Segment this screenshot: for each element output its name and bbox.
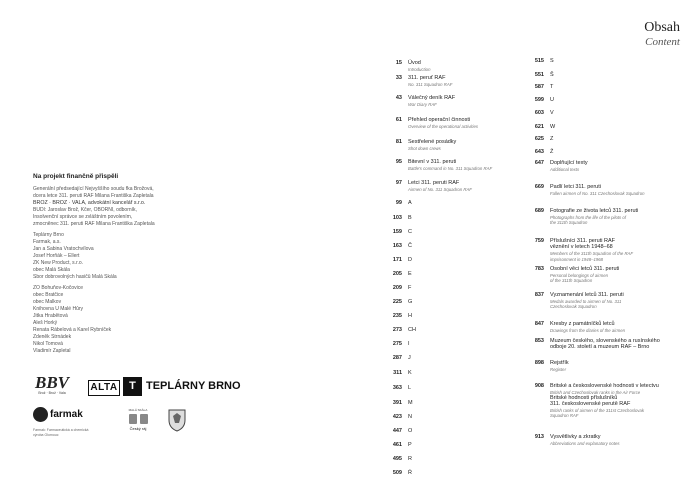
toc-column-left (372, 60, 522, 480)
toc-title: Vyznamenání letců 311. peruti (550, 292, 624, 298)
toc-title-line4: 311. československé perutě RAF (550, 401, 631, 407)
sponsor-line: Jitka Hrabětová (33, 313, 68, 319)
toc-subtitle: Czechoslovak Squadron (550, 304, 597, 309)
toc-page-number: 15 (395, 60, 402, 66)
toc-subtitle: War Diary RAF (408, 101, 437, 107)
sponsors-heading: Na projekt finančně přispěli (33, 173, 119, 180)
toc-page-number: 625 (534, 136, 544, 142)
toc-title: K (408, 370, 412, 376)
toc-title: Sestřelené posádky (408, 139, 457, 145)
toc-page-number: 551 (534, 72, 544, 78)
toc-column-right (514, 60, 674, 480)
toc-title: Doplňující texty (550, 160, 588, 166)
toc-subtitle: Battle's command in No. 311 Squadron RAF (408, 165, 493, 171)
toc-title: A (408, 200, 412, 206)
toc-title: G (408, 299, 413, 305)
toc-page-number: 391 (392, 400, 402, 406)
toc-title: J (408, 355, 411, 361)
sponsor-line: Insolvenční správce se zvláštním povolením, (33, 214, 133, 220)
toc-title: Kresby z památníčků letců (550, 321, 615, 327)
toc-title: Bitevní v 311. peruti (408, 159, 457, 165)
flag-icon (140, 414, 148, 424)
toc-subtitle: Airmen of No. 311 Squadron RAF (408, 186, 472, 192)
toc-page-number: 275 (392, 341, 402, 347)
teplarny-brno-logo (123, 376, 241, 396)
bbv-logo (33, 374, 71, 400)
sponsor-line: Zdeněk Strnádek (33, 334, 72, 340)
toc-page-number: 273 (392, 327, 402, 333)
sponsor-line: Teplárny Brno (33, 232, 64, 238)
toc-title: Fotografie ze života letců 311. peruti (550, 208, 639, 214)
toc-page-number: 599 (534, 97, 544, 103)
toc-title: B (408, 215, 412, 221)
toc-subtitle: Personal belongings of airmen (550, 272, 609, 278)
toc-page-number: 647 (534, 160, 544, 166)
contents-title (644, 20, 680, 49)
sponsor-line: Aleš Horký (33, 320, 58, 326)
toc-subtitle: Additional texts (550, 166, 580, 172)
toc-subtitle: the 311th Squadron (550, 220, 588, 225)
sponsor-line: ZK New Product, s.r.o. (33, 260, 84, 266)
sponsor-line: BROŽ · BROŽ · VALA, advokátní kancelář s.r.o. (33, 200, 146, 206)
sponsor-line: Generální předsedající Nejvyššího soudu fka Brožová, (33, 186, 154, 192)
toc-page-number: 515 (534, 58, 544, 64)
toc-page-number: 225 (392, 299, 402, 305)
sponsor-line: Knihovna U Malé Hůry (33, 306, 84, 312)
toc-page-number: 837 (534, 292, 544, 298)
mala-skala-flags (123, 414, 153, 424)
farmak-logo-text: farmak (50, 409, 83, 420)
toc-page-number: 603 (534, 110, 544, 116)
cesky-raj-label: Český ráj (129, 426, 147, 431)
toc-subtitle: British ranks of airmen of the 311st Czechoslovak (550, 407, 645, 413)
sponsor-logos (33, 372, 263, 462)
toc-title: M (408, 400, 413, 406)
toc-title: Š (550, 72, 554, 78)
sponsor-line: obec Bratčice (33, 292, 64, 298)
toc-title: O (408, 428, 413, 434)
toc-title: P (408, 442, 412, 448)
farmak-logo (33, 407, 83, 422)
toc-page-number: 163 (392, 243, 402, 249)
toc-page-number: 495 (392, 456, 402, 462)
toc-page-number: 643 (534, 149, 544, 155)
toc-title: Muzeum českého, slovenského a rusínského (550, 338, 660, 344)
toc-subtitle: Register (550, 366, 567, 372)
toc-page-number: 689 (534, 208, 544, 214)
toc-title: Rejstřík (550, 360, 569, 366)
toc-title: Z (550, 136, 554, 142)
teplarny-logo-text: TEPLÁRNY BRNO (146, 380, 241, 392)
toc-page-number: 209 (392, 285, 402, 291)
toc-title: V (550, 110, 554, 116)
toc-title: C (408, 229, 412, 235)
toc-page-number: 33 (395, 75, 402, 81)
toc-title: U (550, 97, 554, 103)
toc-title: Č (408, 243, 412, 249)
toc-title: T (550, 84, 554, 90)
sponsor-line: BUDI: Jaroslav Brož, Kčer, OBORNÍ, odborník, (33, 207, 137, 213)
toc-title: CH (408, 327, 416, 333)
toc-title-line2: odboje 20. století a muzeum RAF – Brno (550, 344, 650, 350)
bbv-logo-mark: BBV (34, 373, 70, 392)
toc-subtitle: Fallen airmen of No. 311 Czechoslovak Squadron (550, 190, 645, 196)
sponsor-line: Renata Rábelová a Karel Rybníček (33, 327, 112, 333)
flag-icon (129, 414, 137, 424)
toc-page-number: 235 (392, 313, 402, 319)
toc-title: Letci 311. peruti RAF (408, 180, 460, 186)
toc-subtitle: Abbreviations and explanatory notes (550, 440, 620, 446)
toc-title: Přehled operační činnosti (408, 117, 471, 123)
toc-page-number: 759 (534, 238, 544, 244)
toc-title: I (408, 341, 410, 347)
toc-title: Vysvětlivky a zkratky (550, 434, 601, 440)
title-cz: Obsah (644, 20, 680, 35)
toc-page-number: 898 (534, 360, 544, 366)
toc-page-number: 783 (534, 266, 544, 272)
toc-page-number: 159 (392, 229, 402, 235)
toc-subtitle: Overview of the operational activities (408, 123, 478, 129)
toc-title-line3: Britské hodnosti příslušníků (550, 395, 618, 401)
toc-page-number: 908 (534, 383, 544, 389)
mala-skala-logo (123, 408, 153, 431)
toc-title: R (408, 456, 412, 462)
mala-skala-label: MALÁ SKÁLA (128, 408, 148, 412)
toc-title: Britské a československé hodnosti v letectvu (550, 383, 659, 389)
sponsor-line: obec Malkov (33, 299, 62, 305)
alta-logo: ALTA (88, 380, 120, 396)
toc-page-number: 363 (392, 385, 402, 391)
toc-page-number: 99 (395, 200, 402, 206)
toc-title: Příslušníci 311. peruti RAF (550, 238, 616, 244)
sponsor-line: zmocněnec 311. peruti RAF Milana Františka Zapletala (33, 221, 155, 227)
toc-title: Osobní věci letců 311. peruti (550, 266, 620, 272)
toc-title: L (408, 385, 412, 391)
toc-title: N (408, 414, 412, 420)
toc-subtitle: Members of the 311th Squadron of the RAF (550, 251, 634, 256)
sponsor-line: obec Malá Skála (33, 267, 70, 273)
toc-title: W (550, 124, 556, 130)
toc-page-number: 447 (392, 428, 402, 434)
toc-title: Padlí letci 311. peruti (550, 184, 601, 190)
toc-page-number: 311 (393, 370, 402, 376)
farmak-subtitle: Farmak: Farmaceutická a chemická výroba Olomouc (33, 428, 89, 437)
sponsors-block (33, 173, 223, 355)
toc-title: S (550, 58, 554, 64)
crest-icon (167, 408, 187, 432)
toc-title: Ž (550, 149, 554, 155)
sponsor-line: ZO Bohuňov-Kočovice (33, 285, 84, 291)
toc-page-number: 509 (392, 470, 402, 476)
toc-subtitle: imprisonment in 1948–1968 (550, 256, 604, 262)
farmak-logo-icon (33, 407, 48, 422)
toc-page-number: 171 (392, 257, 402, 263)
toc-title: E (408, 271, 412, 277)
toc-subtitle: Squadron RAF (550, 413, 579, 418)
toc-title: 311. peruť RAF (408, 75, 446, 81)
toc-subtitle: Photographs from the life of the pilots of (550, 214, 626, 220)
toc-title-line2: věznění v letech 1948–68 (550, 244, 613, 250)
toc-subtitle: No. 311 Squadron RAF (408, 81, 453, 87)
toc-title: Válečný deník RAF (408, 95, 456, 101)
toc-page-number: 621 (534, 124, 544, 130)
toc-page-number: 61 (395, 117, 402, 123)
sponsor-line: Josef Horňák – Ellert (33, 253, 80, 259)
sponsor-line: Nikol Tomová (33, 341, 63, 347)
toc-subtitle: Medals awarded to airmen of No. 311 (550, 298, 622, 304)
toc-page-number: 847 (534, 321, 544, 327)
title-en: Content (645, 36, 680, 48)
toc-page-number: 95 (395, 159, 402, 165)
toc-page-number: 913 (534, 434, 544, 440)
toc-page-number: 43 (395, 95, 402, 101)
toc-subtitle: of the 311th Squadron (550, 278, 593, 283)
toc-subtitle: Introduction (408, 66, 431, 72)
toc-subtitle: British and Czechoslovak ranks in the Air Force (550, 389, 641, 395)
toc-title: Ř (408, 470, 412, 476)
sponsor-line: Farmak, a.s. (33, 239, 61, 245)
toc-subtitle: Shot down crews (408, 145, 441, 151)
sponsor-line: Jan a Sabina Vratochvílova (33, 246, 94, 252)
sponsor-line: Vladimír Zapletal (33, 348, 71, 354)
toc-title: D (408, 257, 412, 263)
toc-page-number: 205 (392, 271, 402, 277)
sponsor-line: Sbor dobrovolných hasičů Malá Skála (33, 274, 117, 280)
toc-page-number: 587 (534, 84, 544, 90)
toc-page-number: 853 (534, 338, 544, 344)
toc-page-number: 423 (392, 414, 402, 420)
toc-page-number: 669 (534, 184, 544, 190)
toc-page-number: 461 (392, 442, 402, 448)
teplarny-logo-mark: T (123, 377, 142, 396)
toc-page-number: 97 (395, 180, 402, 186)
bbv-logo-subtitle: Brož · Brož · Vala (38, 391, 66, 395)
toc-title: H (408, 313, 412, 319)
toc-title: Úvod (408, 60, 421, 66)
toc-page-number: 103 (392, 215, 402, 221)
toc-page-number: 287 (392, 355, 402, 361)
toc-title: F (408, 285, 412, 291)
toc-subtitle: Drawings from the diaries of the airmen (550, 327, 625, 333)
toc-page-number: 81 (395, 139, 402, 145)
sponsor-line: dcera letce 311. peruti RAF Milana Františka Zapletala (33, 193, 154, 199)
